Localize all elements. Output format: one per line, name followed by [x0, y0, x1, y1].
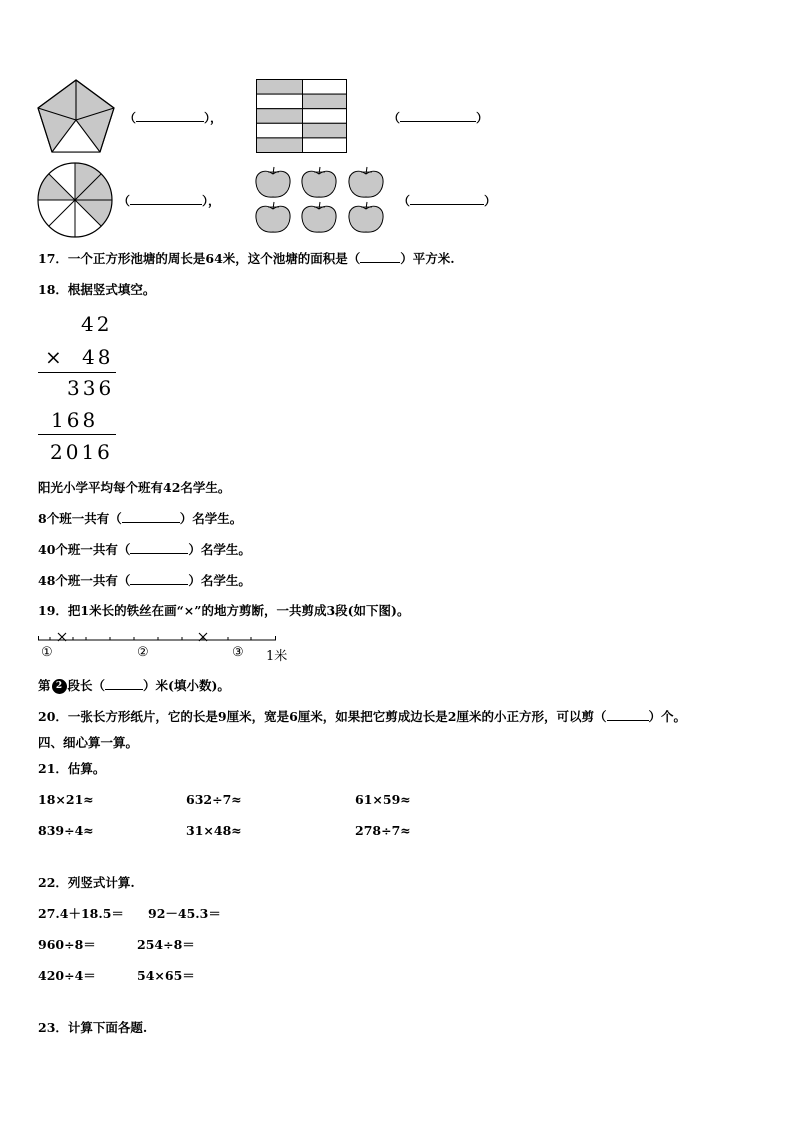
vertical-operator: ×	[45, 345, 65, 369]
blank-paren-open: （	[124, 111, 137, 125]
answer-blank-circle[interactable]	[130, 192, 202, 205]
vertical-partial-1: 336	[67, 376, 115, 400]
answer-blank-grid[interactable]	[400, 109, 476, 122]
vertical-multiplicand: 42	[81, 312, 113, 336]
q19-answer: 第 2 段长（ ）米(填小数)。	[38, 678, 230, 693]
circled-number-2: 2	[52, 679, 67, 694]
wire-label-1: ①	[41, 645, 53, 660]
comma: ，	[208, 194, 221, 208]
section-4-title: 四、细心算一算。	[38, 735, 139, 750]
question-21-title: 21．估算。	[38, 761, 106, 776]
q18-line-3: 48个班一共有（ ）名学生。	[38, 573, 251, 588]
vertical-line-2	[38, 434, 116, 435]
blank-paren-close: ）	[204, 111, 211, 125]
estimate-item: 18×21≈	[38, 792, 94, 807]
comma: ，	[210, 111, 223, 125]
wire-label-3: ③	[232, 645, 244, 660]
blank-paren-open: （	[388, 111, 401, 125]
vertical-multiplier: 48	[82, 345, 114, 369]
calc-item: 27.4＋18.5＝	[38, 906, 124, 921]
vertical-result: 2016	[50, 440, 113, 464]
wire-label-2: ②	[137, 645, 149, 660]
answer-blank-q17[interactable]	[360, 250, 400, 263]
apples-figure	[253, 165, 393, 237]
blank-paren-close: ）	[476, 111, 489, 125]
estimate-item: 839÷4≈	[38, 823, 94, 838]
calc-item: 92－45.3＝	[148, 906, 221, 921]
pentagon-figure	[36, 78, 126, 158]
q18-intro: 阳光小学平均每个班有42名学生。	[38, 480, 231, 495]
blank-paren-close: ）	[202, 194, 209, 208]
question-23-title: 23．计算下面各题.	[38, 1020, 148, 1035]
question-18-title: 18．根据竖式填空。	[38, 282, 156, 297]
answer-blank-apples[interactable]	[410, 192, 484, 205]
vertical-partial-2: 168	[51, 408, 99, 432]
vertical-line-1	[38, 372, 116, 373]
question-20: 20．一张长方形纸片，它的长是9厘米，宽是6厘米，如果把它剪成边长是2厘米的小正方形，可以剪（ ）个。	[38, 709, 687, 724]
answer-blank-pentagon[interactable]	[136, 109, 204, 122]
question-19-title: 19．把1米长的铁丝在画“×”的地方剪断，一共剪成3段(如下图)。	[38, 603, 410, 618]
blank-paren-open: （	[118, 194, 131, 208]
calc-item: 420÷4＝	[38, 968, 96, 983]
estimate-item: 61×59≈	[355, 792, 411, 807]
calc-item: 960÷8＝	[38, 937, 96, 952]
answer-blank-q18-1[interactable]	[122, 510, 180, 523]
question-17: 17．一个正方形池塘的周长是64米，这个池塘的面积是（ ）平方米.	[38, 251, 455, 266]
blank-paren-close: ）	[484, 194, 497, 208]
q18-line-1: 8个班一共有（ ）名学生。	[38, 511, 243, 526]
wire-end-label: 1米	[266, 649, 288, 664]
answer-blank-q18-2[interactable]	[130, 541, 188, 554]
answer-blank-q19[interactable]	[105, 677, 143, 690]
circle-figure	[37, 162, 117, 242]
estimate-item: 31×48≈	[186, 823, 242, 838]
answer-blank-q20[interactable]	[607, 708, 649, 721]
calc-item: 54×65＝	[137, 968, 195, 983]
blank-paren-open: （	[398, 194, 411, 208]
calc-item: 254÷8＝	[137, 937, 195, 952]
estimate-item: 632÷7≈	[186, 792, 242, 807]
answer-blank-q18-3[interactable]	[130, 572, 188, 585]
estimate-item: 278÷7≈	[355, 823, 411, 838]
question-22-title: 22．列竖式计算.	[38, 875, 135, 890]
q18-line-2: 40个班一共有（ ）名学生。	[38, 542, 251, 557]
grid-rectangle-figure	[256, 79, 348, 155]
